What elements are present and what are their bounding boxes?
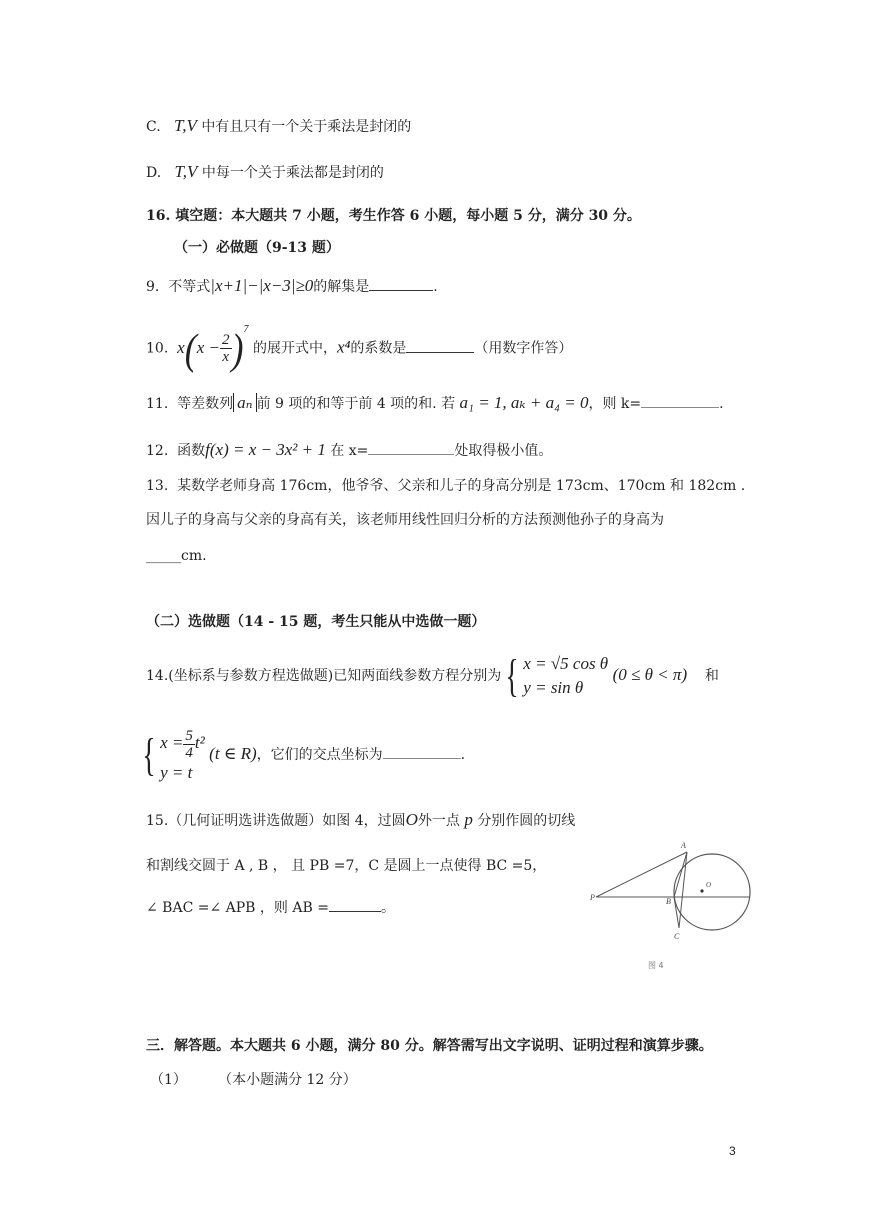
q11-sequence: aₙ	[233, 393, 256, 412]
q15-text-1: （几何证明选讲选做题）如图 4，过圆	[168, 813, 406, 829]
q13-answer-blank[interactable]: _____	[146, 548, 181, 564]
q10-number: 10.	[146, 340, 169, 357]
label-o: O	[706, 881, 712, 889]
q14-tail: .	[460, 747, 466, 763]
question-15-line-1	[146, 810, 575, 831]
figure-4	[586, 840, 766, 980]
q13-text-1: 某数学老师身高 176cm，他爷爷、父亲和儿子的身高分别是 173cm、170cm 和 182cm .	[177, 478, 746, 494]
q15-text-1c: 分别作圆的切线	[477, 813, 576, 829]
question-13-line-1	[146, 476, 745, 496]
q14-eq3-lhs: x =	[160, 733, 184, 752]
label-p: P	[590, 893, 595, 902]
q10-term: x⁴	[336, 337, 351, 357]
question-13-line-3	[146, 546, 207, 566]
q11-prefix: 等差数列	[177, 396, 234, 412]
q13-number: 13.	[146, 478, 169, 494]
section-fill-header: 16. 填空题：本大题共 7 小题，考生作答 6 小题，每小题 5 分，满分 30 分。	[146, 208, 641, 224]
q14-eq3-rhs: t²	[194, 733, 205, 752]
question-14-line-1: 14.(坐标系与参数方程选做题)已知两面线参数方程分别为{ x = √5 cos θ y = sin θ (0 ≤ θ < π) 和	[146, 650, 719, 701]
question-12	[146, 440, 552, 461]
q14-eq-1: x = √5 cos θ	[523, 654, 609, 673]
q-first-text: （本小题满分 12 分）	[218, 1072, 357, 1088]
q14-answer-blank[interactable]	[383, 758, 461, 759]
q-first-number: （1）	[150, 1072, 187, 1088]
q11-number: 11.	[146, 396, 169, 412]
center-o-dot	[700, 889, 703, 892]
q12-text-2: 处取得极小值。	[454, 443, 553, 459]
question-9	[146, 276, 438, 297]
q14-eq3-numerator: 5	[185, 727, 193, 744]
q15-number: 15.	[146, 813, 169, 829]
q15-circle-o: O	[405, 810, 418, 829]
q10-answer-blank[interactable]	[406, 352, 474, 353]
label-a: A	[681, 841, 686, 850]
q14-condition: (t ∈ R)	[209, 744, 257, 763]
q9-number: 9.	[146, 279, 160, 295]
q10-binomial: x(x − $\frac{2}{x}$ )$^7$	[177, 324, 249, 373]
q14-eq3-denominator: 4	[185, 744, 193, 761]
q11-condition: a₁ = 1, aₖ + a₄ = 0	[459, 393, 589, 412]
q15-text-1b: 外一点	[417, 813, 460, 829]
q11-text: 前 9 项的和等于前 4 项的和. 若	[256, 396, 456, 412]
q10-note: （用数字作答）	[474, 340, 573, 357]
q11-text-2: ，则 k=	[588, 396, 642, 412]
q11-answer-blank[interactable]	[641, 407, 719, 408]
q10-text: 的展开式中，	[252, 340, 337, 357]
q12-answer-blank[interactable]	[368, 454, 454, 455]
q15-text-3: ∠ BAC =∠ APB ，则 AB =	[146, 900, 329, 916]
question-15-line-2: 和割线交圆于 A , B ， 且 PB =7，C 是圆上一点使得 BC =5，	[146, 858, 547, 874]
q15-point-p: p	[464, 810, 473, 829]
question-first	[150, 1070, 357, 1090]
optional-header: （二）选做题（14 - 15 题，考生只能从中选做一题）	[146, 614, 486, 630]
option-d	[146, 162, 384, 183]
q15-tail: 。	[380, 900, 395, 916]
q12-text: 在 x=	[330, 443, 369, 459]
q9-prefix: 不等式	[168, 279, 211, 295]
question-11	[146, 393, 724, 414]
q14-system-1	[523, 652, 608, 700]
segment-bc	[674, 897, 679, 928]
q9-tail: .	[433, 279, 438, 295]
q14-eq-4: y = t	[160, 763, 193, 782]
option-c-vars: T,V	[174, 116, 197, 135]
option-c-label: C.	[146, 119, 161, 135]
q14-system-2	[160, 725, 205, 785]
q12-function: f(x) = x − 3x² + 1	[205, 440, 326, 459]
q12-prefix: 函数	[177, 443, 206, 459]
q11-tail: .	[719, 396, 724, 412]
q12-number: 12.	[146, 443, 169, 459]
question-15-line-3	[146, 898, 395, 918]
q14-prefix: (坐标系与参数方程选做题)已知两面线参数方程分别为	[168, 668, 502, 684]
q13-unit: cm.	[181, 548, 207, 564]
label-b: B	[666, 897, 671, 906]
q9-text: 的解集是	[313, 279, 370, 295]
q14-eq-2: y = sin θ	[523, 678, 584, 697]
q14-number: 14.	[146, 668, 169, 684]
figure-caption: 图 4	[648, 961, 664, 970]
tangent-line	[596, 852, 687, 897]
q14-range: (0 ≤ θ < π)	[612, 665, 688, 684]
q9-answer-blank[interactable]	[369, 290, 433, 291]
option-c	[146, 116, 411, 137]
q14-and: 和	[704, 668, 719, 684]
option-d-vars: T,V	[174, 162, 198, 181]
option-c-text: 中有且只有一个关于乘法是封闭的	[201, 119, 412, 135]
q9-inequality: |x+1|−|x−3|≥0	[210, 276, 314, 295]
option-d-text: 中每一个关于乘法都是封闭的	[201, 165, 384, 181]
question-13-line-2: 因儿子的身高与父亲的身高有关，该老师用线性回归分析的方法预测他孙子的身高为	[146, 512, 664, 528]
option-d-label: D.	[146, 165, 162, 181]
question-14-line-2: { x = $\frac{5}{4}$ t² y = t (t ∈ R)，它们的交点坐标为 .	[146, 722, 465, 787]
q15-answer-blank[interactable]	[329, 911, 381, 912]
section-answer-header: 三．解答题。本大题共 6 小题，满分 80 分。解答需写出文字说明、证明过程和演算步骤。	[146, 1038, 713, 1054]
question-10	[146, 320, 572, 373]
q10-text-2: 的系数是	[350, 340, 407, 357]
q14-text: ，它们的交点坐标为	[256, 747, 383, 763]
required-header: （一）必做题（9-13 题）	[174, 240, 340, 256]
page-number: 3	[729, 1144, 736, 1158]
label-c: C	[674, 932, 680, 941]
